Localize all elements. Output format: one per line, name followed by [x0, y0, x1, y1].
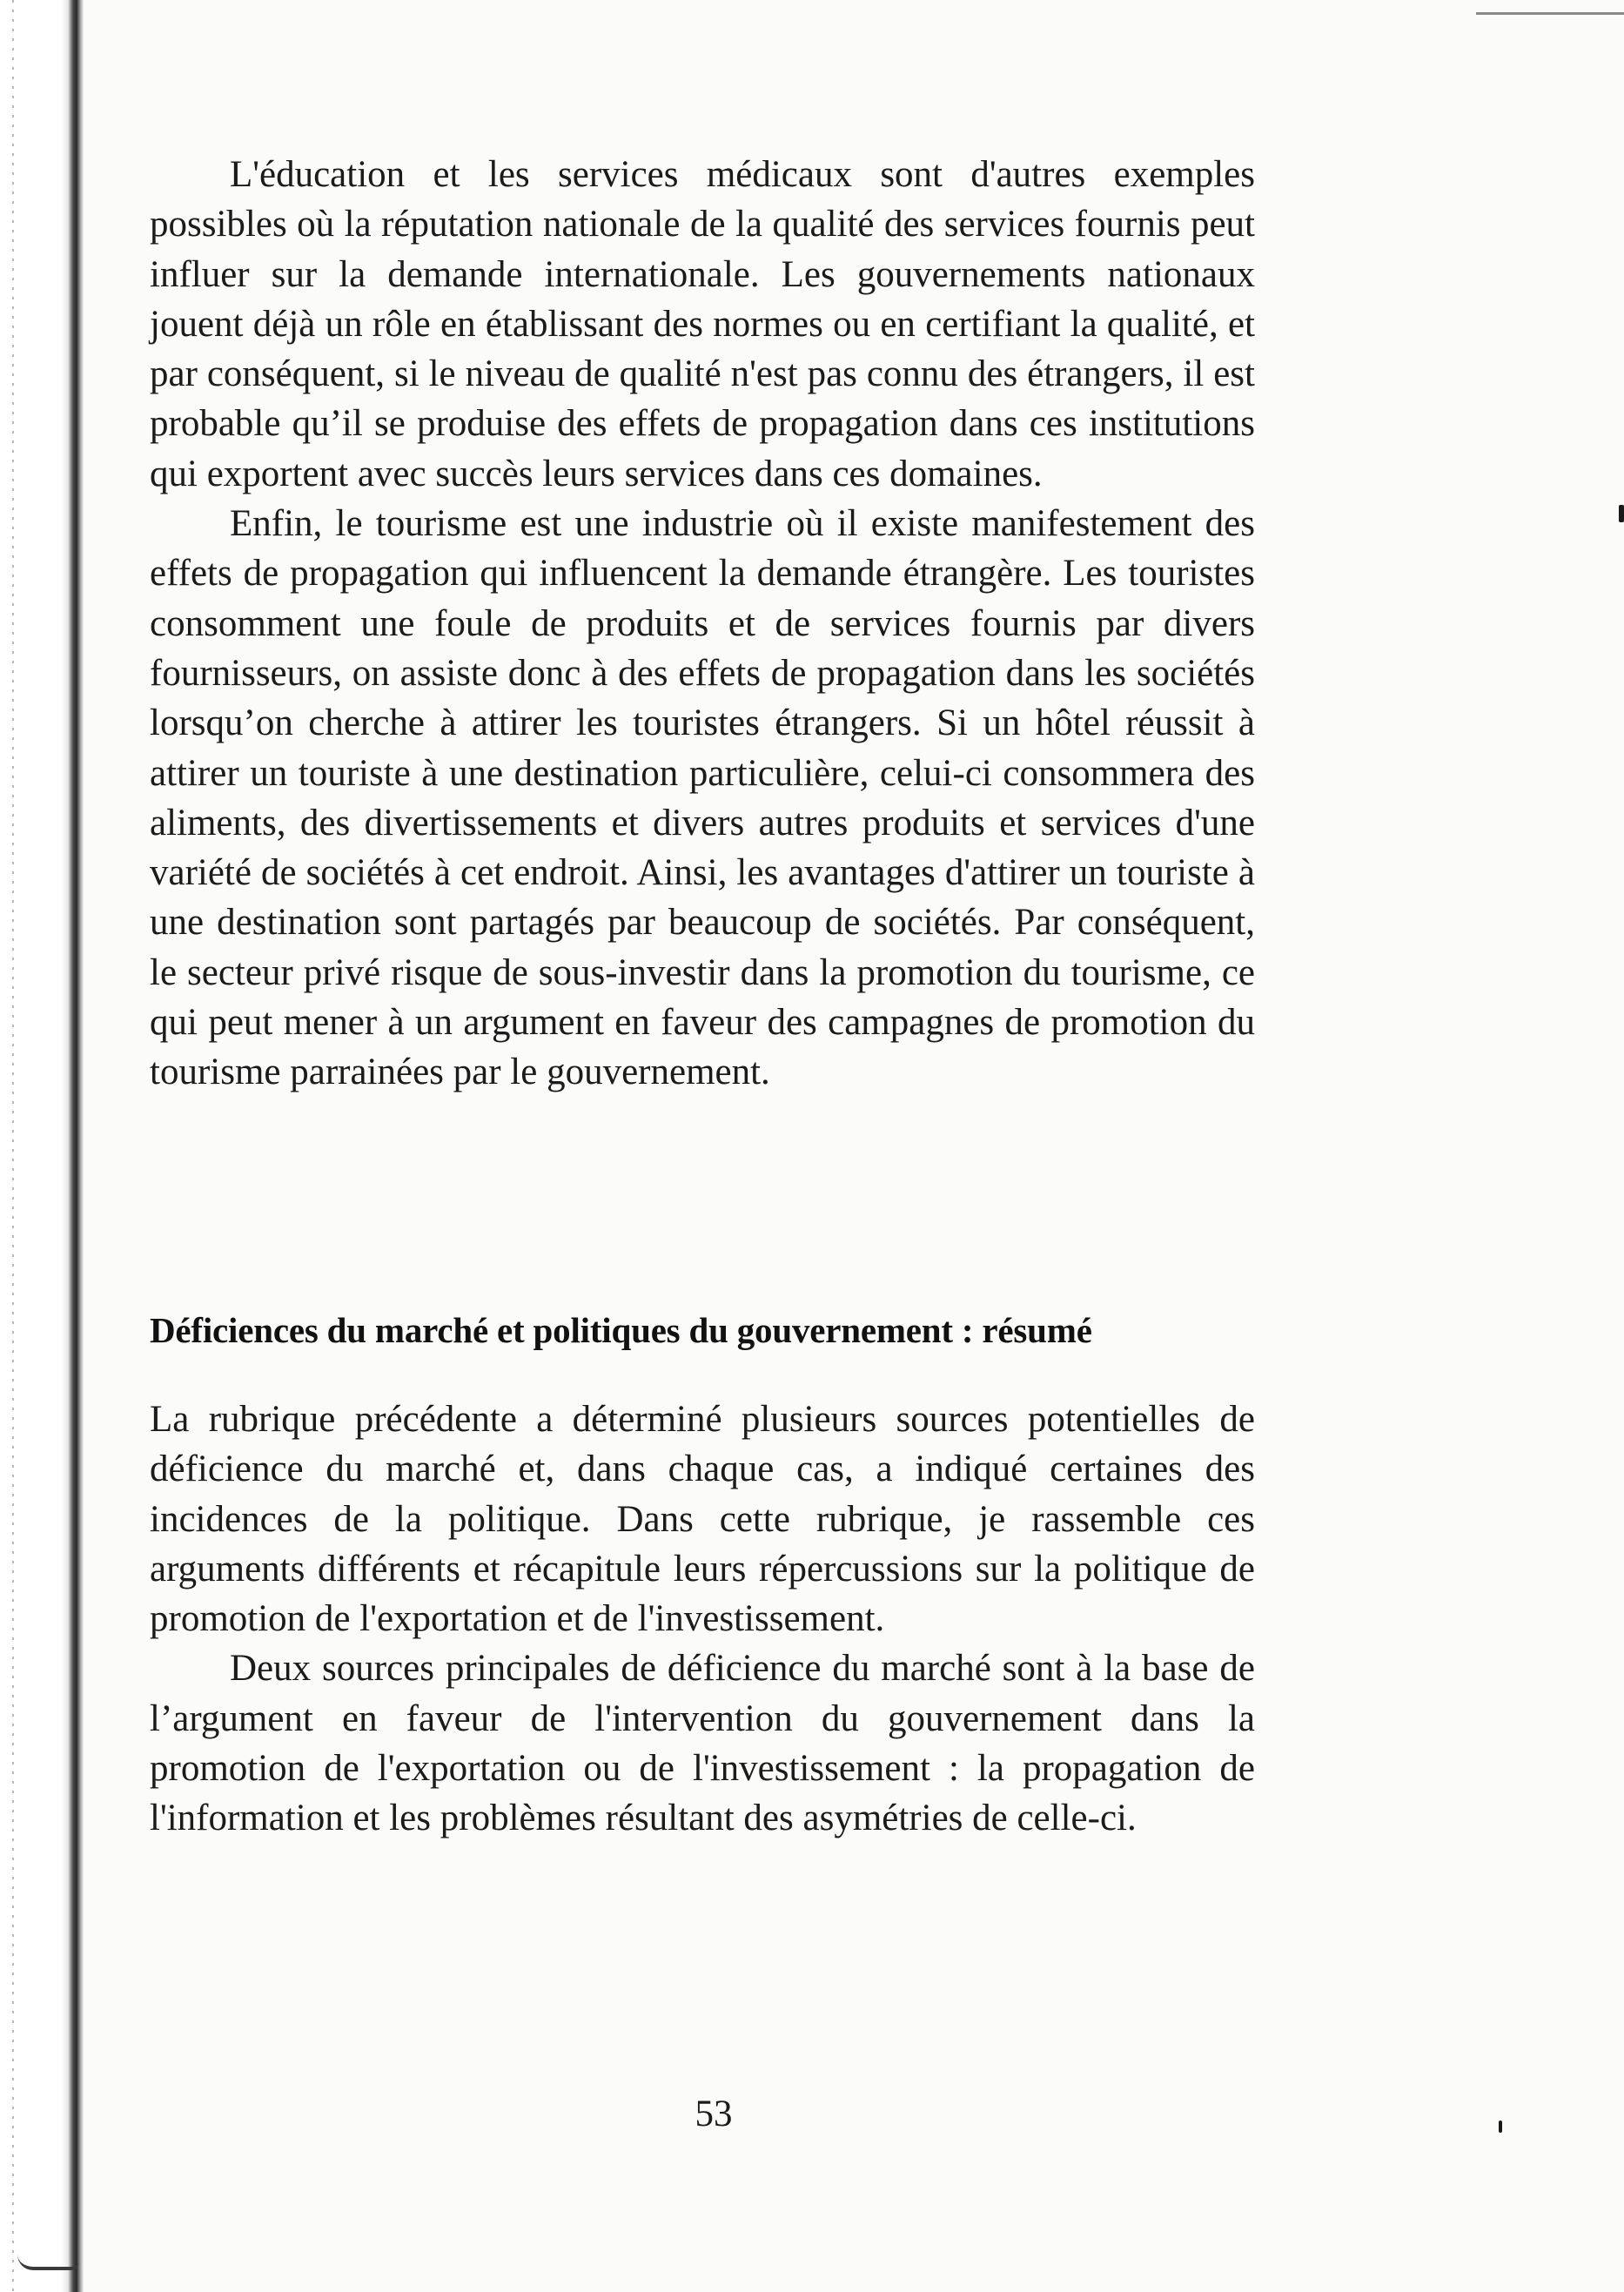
page-edge-shadow: [1476, 0, 1624, 15]
body-section-2: [150, 1395, 1255, 1844]
body-section-1: [150, 150, 1255, 1098]
paragraph-tourism: Enfin, le tourisme est une industrie où il existe manifestement des effets de propagation qui influencent la demande étrangère. Les touristes consomment une foule de produits et de services fournis par divers fournisseurs, on assiste donc à des effets de propagation dans les sociétés lorsqu’on cherche à attirer les touristes étrangers. Si un hôtel réussit à attirer un touriste à une destination particulière, celui-ci consommera des aliments, des divertissements et divers autres produits et services d'une variété de sociétés à cet endroit. Ainsi, les avantages d'attirer un touriste à une destination sont partagés par beaucoup de sociétés. Par conséquent, le secteur privé risque de sous-investir dans la promotion du tourisme, ce qui peut mener à un argument en faveur des campagnes de promotion du tourisme parrainées par le gouvernement.: [150, 503, 1255, 1093]
binding-curl: [17, 2255, 78, 2270]
binding-perforation: [12, 0, 14, 2292]
paragraph-two-sources: Deux sources principales de déficience du marché sont à la base de l’argument en faveur de l'intervention du gouvernement dans la promotion de l'exportation ou de l'investissement : la propagation de l'information et les problèmes résultant des asymétries de celle-ci.: [150, 1648, 1255, 1839]
paragraph-summary-intro: La rubrique précédente a déterminé plusieurs sources potentielles de déficience du marché et, dans chaque cas, a indiqué certaines des incidences de la politique. Dans cette rubrique, je rassemble ces arguments différents et récapitule leurs répercussions sur la politique de promotion de l'exportation et de l'investissement.: [150, 1399, 1255, 1640]
scan-speck: [1619, 505, 1624, 522]
page-number: 53: [695, 2094, 733, 2134]
scan-speck: [1499, 2121, 1502, 2133]
paragraph-education: L'éducation et les services médicaux sont d'autres exemples possibles où la réputation nationale de la qualité des services fournis peut influer sur la demande internationale. Les gouvernements nationaux jouent déjà un rôle en établissant des normes ou en certifiant la qualité, et par conséquent, si le niveau de qualité n'est pas connu des étrangers, il est probable qu’il se produise des effets de propagation dans ces institutions qui exportent avec succès leurs services dans ces domaines.: [150, 154, 1255, 494]
section-heading: Déficiences du marché et politiques du gouvernement : résumé: [150, 1310, 1092, 1350]
